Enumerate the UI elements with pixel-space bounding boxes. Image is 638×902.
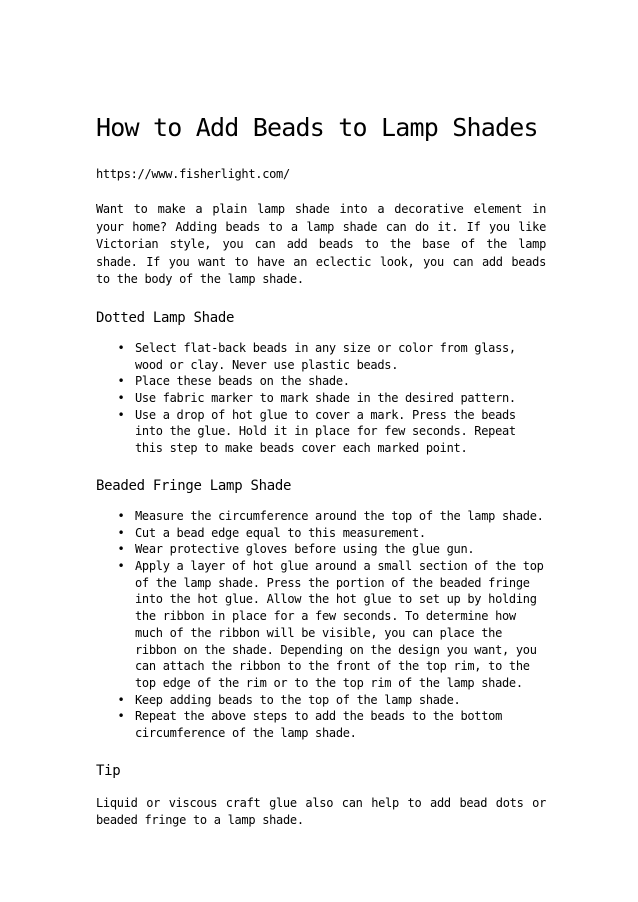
- list-item: [117, 340, 546, 373]
- document-page: [96, 112, 546, 830]
- bullet-icon: •: [117, 709, 125, 724]
- list-item-text: Select flat-back beads in any size or color from glass, wood or clay. Never use plastic beads.: [135, 340, 516, 372]
- list-item: [117, 541, 546, 558]
- list-item-text: Repeat the above steps to add the beads to the bottom circumference of the lamp shade.: [135, 709, 503, 741]
- page-title: How to Add Beads to Lamp Shades: [96, 113, 538, 142]
- list-item: [117, 508, 546, 525]
- bullet-icon: •: [117, 559, 125, 573]
- bullet-icon: •: [117, 407, 125, 422]
- bullet-icon: •: [117, 525, 125, 540]
- section-heading-beaded-fringe: Beaded Fringe Lamp Shade: [96, 477, 292, 494]
- bullet-icon: •: [117, 508, 125, 523]
- list-item-text: Use fabric marker to mark shade in the desired pattern.: [135, 391, 516, 406]
- bullet-icon: •: [117, 391, 125, 406]
- list-item: [117, 390, 546, 407]
- tip-paragraph: Liquid or viscous craft glue also can help to add bead dots or beaded fringe to a lamp shade.: [96, 795, 546, 828]
- bullet-icon: •: [117, 542, 125, 557]
- list-item-text: Place these beads on the shade.: [135, 374, 350, 389]
- bullet-icon: •: [117, 374, 125, 389]
- list-item: [117, 407, 546, 457]
- bullet-icon: •: [117, 692, 125, 707]
- list-item-text: Use a drop of hot glue to cover a mark. Press the beads into the glue. Hold it in place for few seconds. Repeat this step to make beads cover each marked point.: [135, 407, 516, 456]
- intro-paragraph: Want to make a plain lamp shade into a decorative element in your home? Adding beads to a lamp shade can do it. If you like Victorian style, you can add beads to the base of the lamp shade. If you want to have an eclectic look, you can add beads to the body of the lamp shade.: [96, 202, 546, 287]
- beaded-fringe-steps-list: [96, 508, 546, 742]
- list-item: [117, 692, 546, 709]
- list-item-text: Cut a bead edge equal to this measurement.: [135, 525, 426, 540]
- list-item: [117, 525, 546, 542]
- list-item: [117, 558, 546, 692]
- list-item-text: Measure the circumference around the top of the lamp shade.: [135, 508, 544, 523]
- list-item-text: Apply a layer of hot glue around a small section of the top of the lamp shade. Press the portion of the beaded fringe into the hot glue. Allow the hot glue to set up by holding the ribbon in place for a few seconds. To determine how much of the ribbon will be visible, you can place the ribbon on the shade. Depending on the design you want, you can attach the ribbon to the front of the top rim, to the top edge of the rim or to the top rim of the lamp shade.: [135, 559, 544, 690]
- source-url: https://www.fisherlight.com/: [96, 167, 290, 181]
- list-item-text: Wear protective gloves before using the glue gun.: [135, 542, 475, 557]
- dotted-steps-list: [96, 340, 546, 457]
- bullet-icon: •: [117, 340, 125, 355]
- section-heading-dotted: Dotted Lamp Shade: [96, 309, 235, 326]
- list-item-text: Keep adding beads to the top of the lamp shade.: [135, 692, 461, 707]
- section-heading-tip: Tip: [96, 762, 121, 779]
- list-item: [117, 373, 546, 390]
- list-item: [117, 708, 546, 741]
